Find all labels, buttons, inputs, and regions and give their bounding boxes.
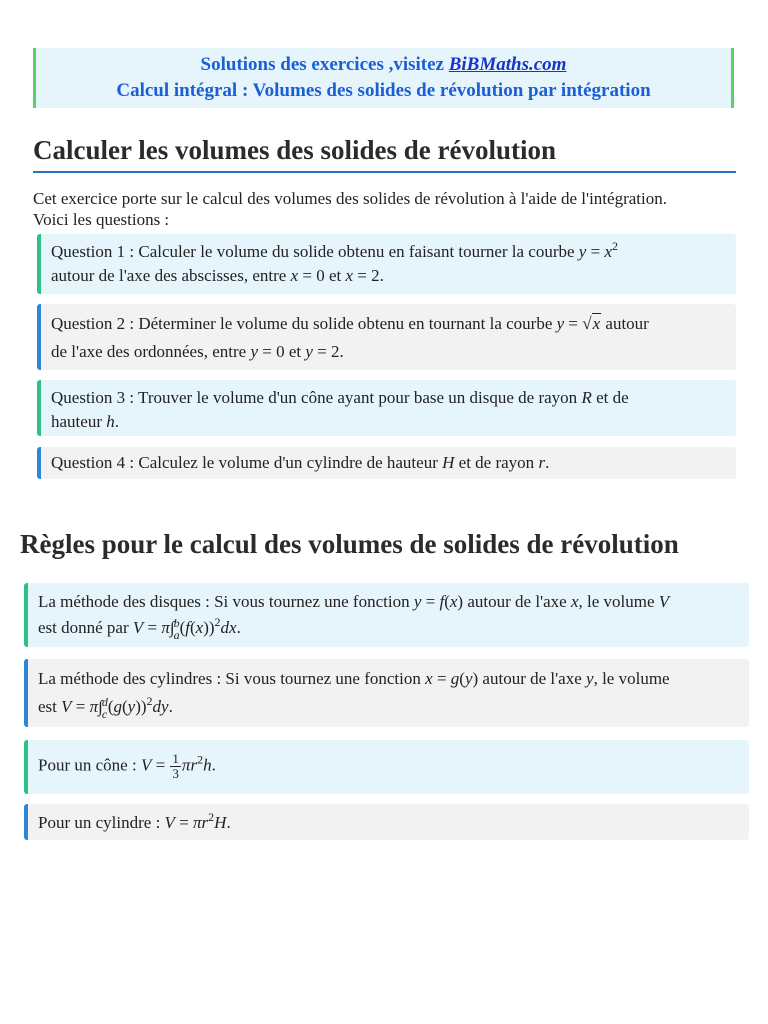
r2-line-2: est V = π∫ d c $(g(y))^2dy$. [38,694,173,722]
site-banner [33,48,734,108]
section-1-underline [33,171,736,173]
rule-disks-card [24,583,749,647]
intro-line-2: Voici les questions : [33,210,170,229]
rule-cylinders-card [24,659,749,727]
q1-line-1: Question 1 : Calculer le volume du solide obtenu en faisant tourner la courbe $y = x^2$ [51,239,618,261]
q4-line-1: Question 4 : Calculez le volume d'un cylindre de hauteur H et de rayon r. [51,453,550,472]
question-2-card [37,304,736,370]
r4-line-1: Pour un cylindre : $V = \pi r^2H$. [38,810,231,832]
r2-line-1: La méthode des cylindres : Si vous tournez une fonction x = g(y) autour de l'axe y, le volume [38,669,670,688]
section-1-title: Calculer les volumes des solides de révolution [33,135,556,165]
rule-cylinder-card [24,804,749,840]
intro-text [33,188,753,230]
r1-line-2: est donné par V = π∫ b a $(f(x))^2dx$. [38,615,241,643]
r3-line-1: Pour un cône : V = $\frac{1}{3}$ $\pi r^2h$. [38,751,216,781]
q2-line-2: de l'axe des ordonnées, entre y = 0 et y = 2. [51,342,344,361]
question-4-card [37,447,736,479]
banner-line-1 [36,52,731,78]
intro-line-1: Cet exercice porte sur le calcul des volumes des solides de révolution à l'aide de l'intégration. [33,189,667,208]
q3-line-1: Question 3 : Trouver le volume d'un cône ayant pour base un disque de rayon R et de [51,388,629,407]
banner-prefix: Solutions des exercices ,visitez [200,54,449,75]
bibmaths-link[interactable]: BiBMaths.com [448,54,567,75]
q2-line-1: Question 2 : Déterminer le volume du solide obtenu en tournant la courbe y = √x autour [51,314,649,333]
question-3-card [37,380,736,436]
rule-cone-card [24,740,749,794]
r1-line-1: La méthode des disques : Si vous tournez une fonction y = f(x) autour de l'axe x, le volume V [38,592,670,611]
q3-line-2: hauteur h. [51,412,119,431]
question-1-card [37,234,736,294]
banner-line-2: Calcul intégral : Volumes des solides de révolution par intégration [116,80,651,101]
section-2-title: Règles pour le calcul des volumes de solides de révolution [20,529,679,559]
q1-line-2: autour de l'axe des abscisses, entre x = 0 et x = 2. [51,266,384,285]
